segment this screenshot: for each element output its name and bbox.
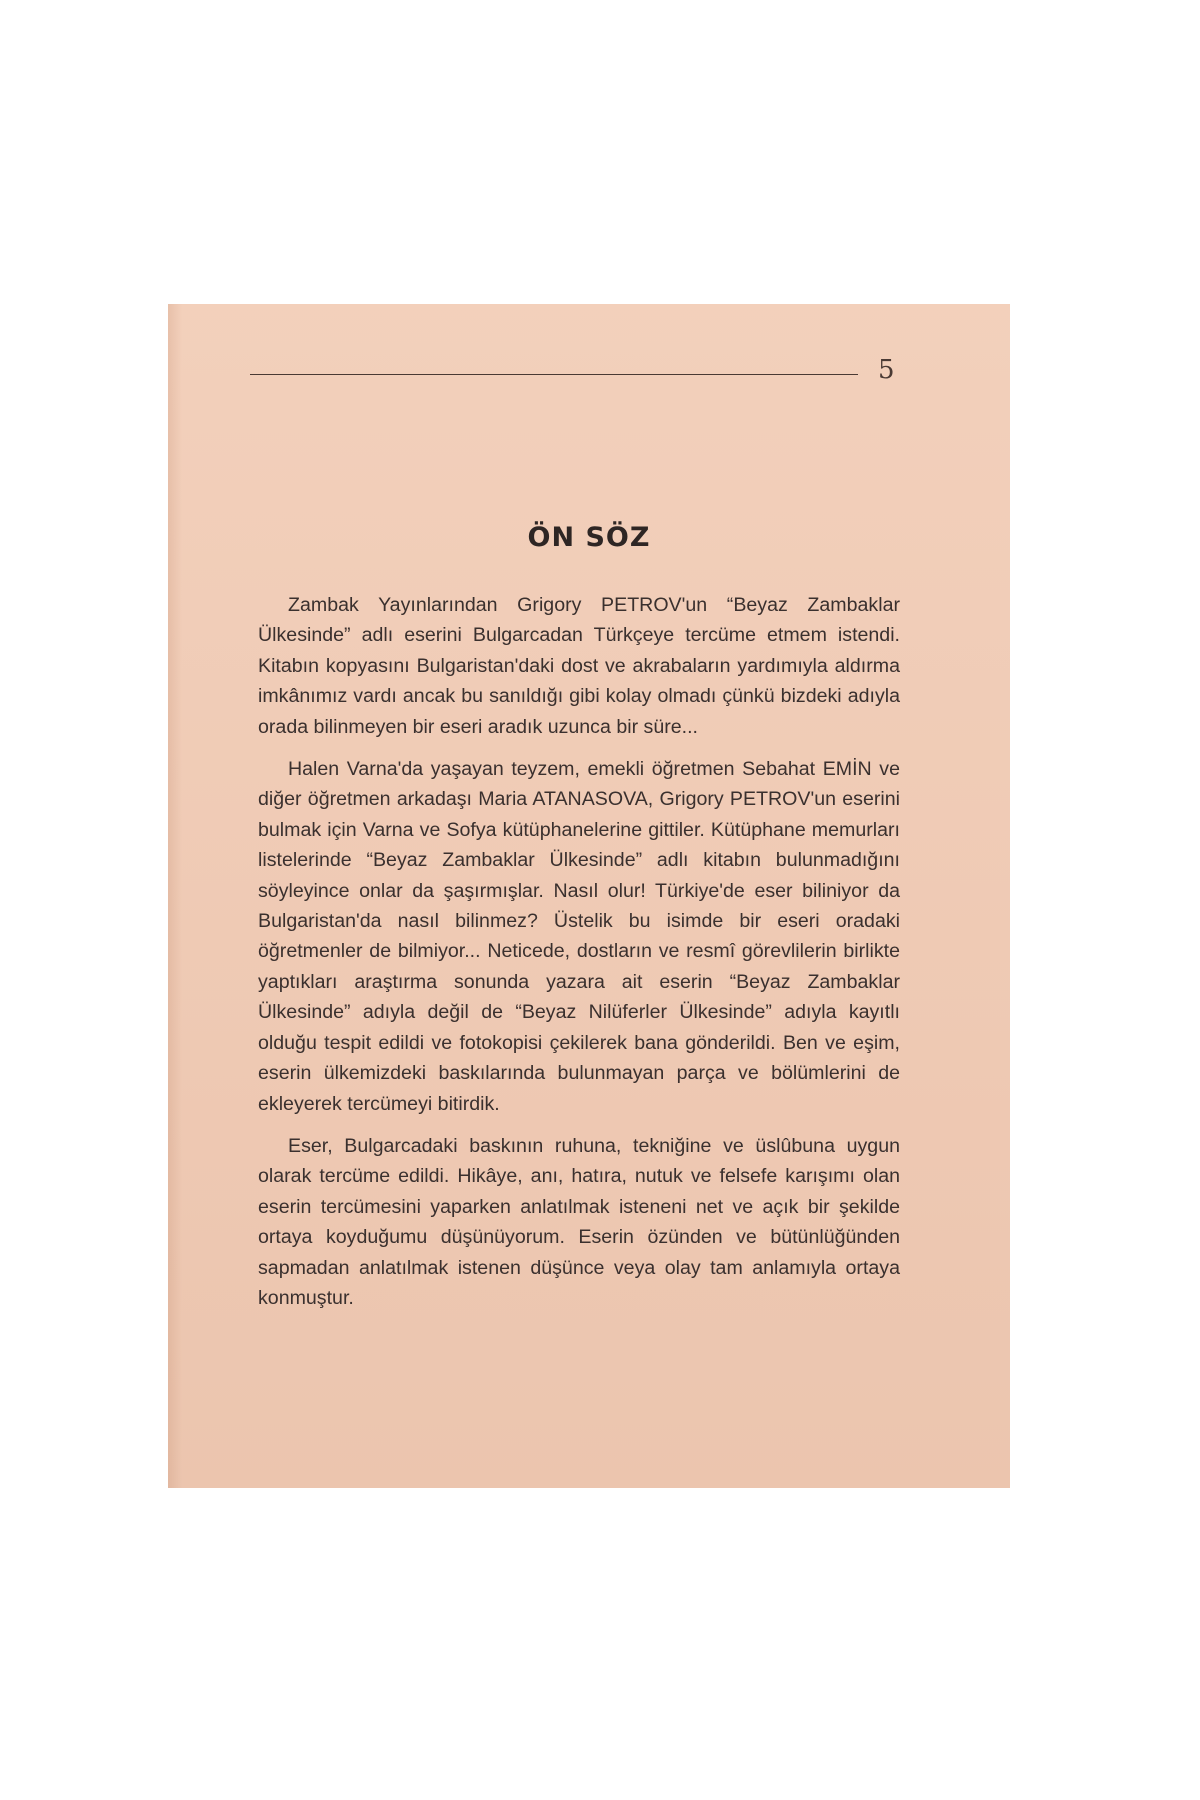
paragraph: Zambak Yayınlarından Grigory PETROV'un “Beyaz Zambaklar Ülkesinde” adlı eserini Bulgarcadan Türkçeye tercüme etmem istendi. Kitabın kopyasını Bulgaristan'daki dost ve akrabaların yardımıyla aldırma imkânımız vardı ancak bu sanıldığı gibi kolay olmadı çünkü bizdeki adıyla orada bilinmeyen bir eseri aradık uzunca bir süre... xyxy=(258,594,900,738)
page-number: 5 xyxy=(878,355,895,385)
header-rule xyxy=(250,374,858,375)
scanned-book-page xyxy=(168,304,1010,1488)
paragraph: Halen Varna'da yaşayan teyzem, emekli öğretmen Sebahat EMİN ve diğer öğretmen arkadaşı Maria ATANASOVA, Grigory PETROV'un eserini bulmak için Varna ve Sofya kütüphanelerine gittiler. Kütüphane memurları listelerinde “Beyaz Zambaklar Ülkesinde” adlı kitabın bulunmadığını söyleyince onlar da şaşırmışlar. Nasıl olur! Türkiye'de eser biliniyor da Bulgaristan'da nasıl bilinmez? Üstelik bu isimde bir eseri oradaki öğretmenler de bilmiyor... Neticede, dostların ve resmî görevlilerin birlikte yaptıkları araştırma sonunda yazara ait eserin “Beyaz Zambaklar Ülkesinde” adıyla değil de “Beyaz Nilüferler Ülkesinde” adıyla kayıtlı olduğu tespit edildi ve fotokopisi çekilerek bana gönderildi. Ben ve eşim, eserin ülkemizdeki baskılarında bulunmayan parça ve bölümlerini de ekleyerek tercümeyi bitirdik. xyxy=(258,758,900,1115)
body-text xyxy=(258,590,900,1325)
page-header xyxy=(250,350,940,390)
chapter-title: ÖN SÖZ xyxy=(527,522,651,553)
paragraph: Eser, Bulgarcadaki baskının ruhuna, tekniğine ve üslûbuna uygun olarak tercüme edildi. Hikâye, anı, hatıra, nutuk ve felsefe karışımı olan eserin tercümesini yaparken anlatılmak isteneni net ve açık bir şekilde ortaya koyduğumu düşünüyorum. Eserin özünden ve bütünlüğünden sapmadan anlatılmak istenen düşünce veya olay tam anlamıyla ortaya konmuştur. xyxy=(258,1134,900,1309)
